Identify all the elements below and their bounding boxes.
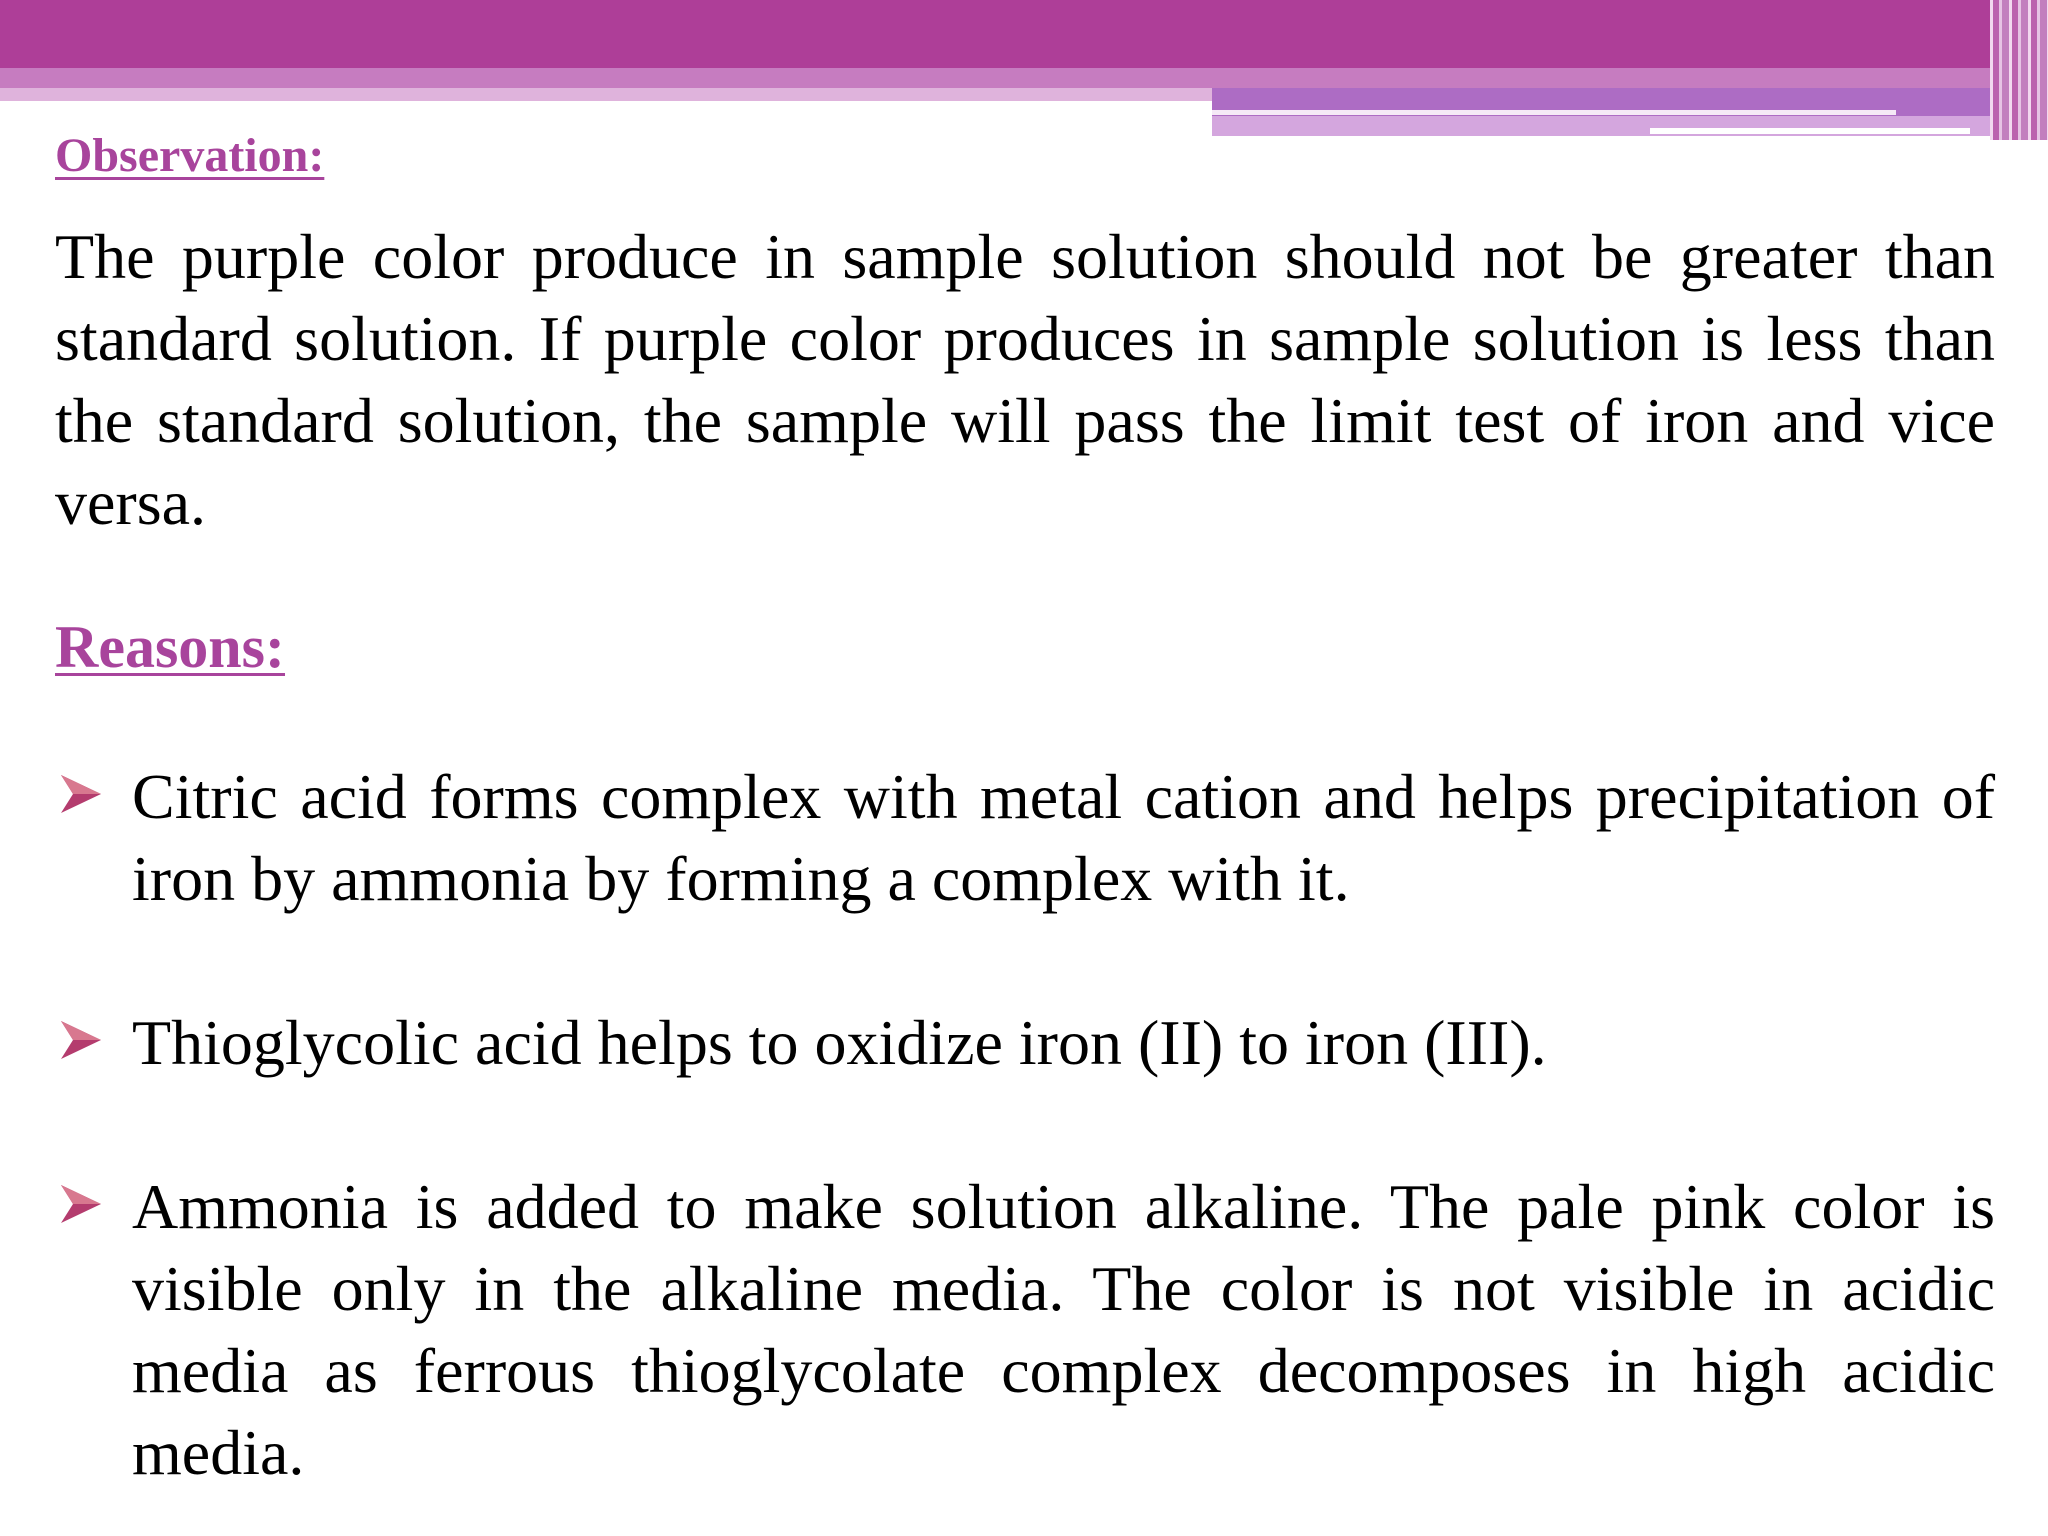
arrowhead-bullet-icon xyxy=(59,1018,103,1062)
reason-item xyxy=(55,1002,1995,1084)
edge-stripes xyxy=(1990,0,2048,140)
observation-heading: Observation: xyxy=(55,129,325,182)
banner-band xyxy=(0,68,2048,88)
arrowhead-bullet-icon xyxy=(59,772,103,816)
arrowhead-bullet-icon xyxy=(59,1182,103,1226)
observation-paragraph: The purple color produce in sample solution should not be greater than standard solution. If purple color produces in sample solution is less than the standard solution, the sample will pass the limit test of iron and vice versa. xyxy=(55,221,1995,538)
banner-line xyxy=(1212,110,1896,115)
reason-item xyxy=(55,756,1995,920)
reasons-heading: Reasons: xyxy=(55,614,286,680)
reason-text: Citric acid forms complex with metal cation and helps precipitation of iron by ammonia by forming a complex with it. xyxy=(132,761,1995,914)
banner-band xyxy=(0,88,1212,101)
reason-item xyxy=(55,1166,1995,1494)
reason-text: Ammonia is added to make solution alkaline. The pale pink color is visible only in the alkaline media. The color is not visible in acidic media as ferrous thioglycolate complex decomposes in high acidic media. xyxy=(132,1171,1995,1488)
reason-text: Thioglycolic acid helps to oxidize iron (II) to iron (III). xyxy=(132,1007,1547,1078)
top-banner xyxy=(0,0,2048,68)
banner-line xyxy=(1650,128,1970,134)
